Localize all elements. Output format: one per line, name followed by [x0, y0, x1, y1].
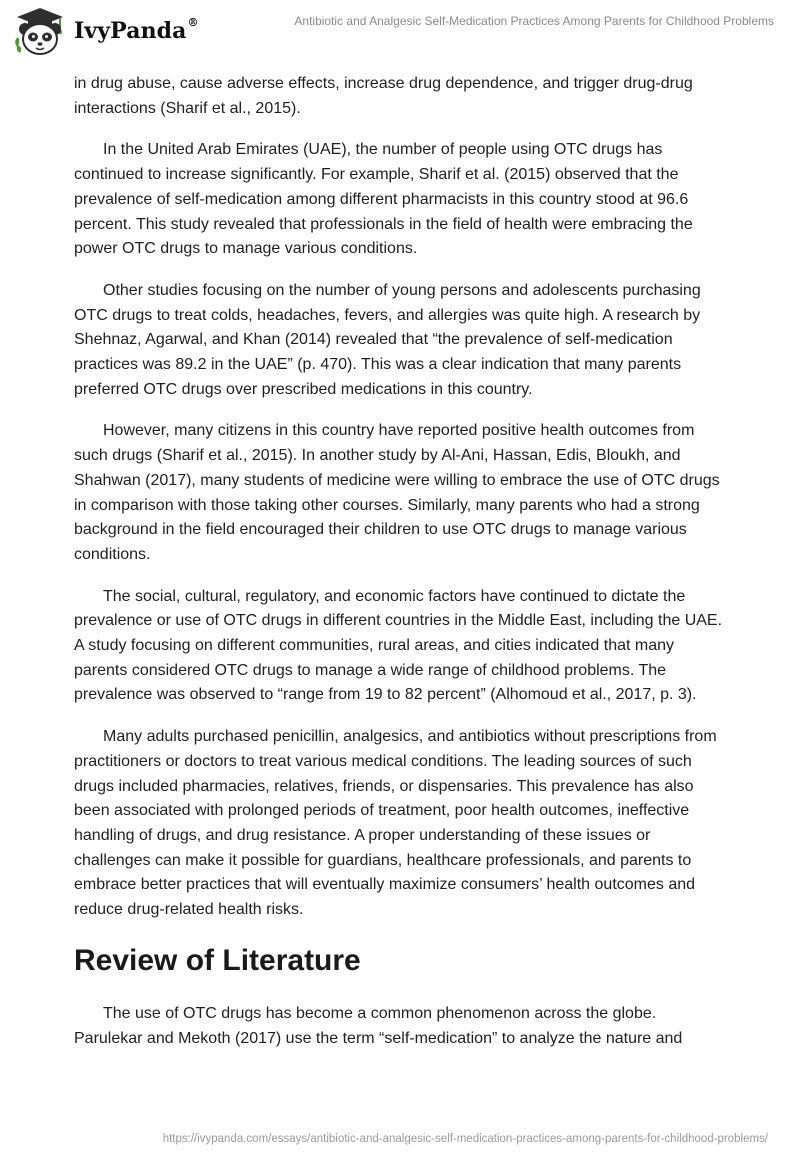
panda-graduate-icon: [12, 7, 68, 57]
source-url[interactable]: https://ivypanda.com/essays/antibiotic-and-analgesic-self-medication-practices-among-parents-for-childhood-problems/: [162, 1133, 768, 1145]
paragraph: The use of OTC drugs has become a common phenomenon across the globe. Parulekar and Mekoth (2017) use the term “self-medication” to analyze the nature and: [74, 1004, 683, 1047]
brand-logo[interactable]: [12, 7, 199, 57]
paragraph: In the United Arab Emirates (UAE), the number of people using OTC drugs has continued to increase significantly. For example, Sharif et al. (2015) observed that the prevalence of self-medication among different pharmacists in this country stood at 96.6 percent. This study revealed that professionals in the field of health were embracing the power OTC drugs to manage various conditions.: [74, 141, 693, 258]
page-header: [0, 0, 800, 62]
brand-name: IvyPanda®: [74, 15, 199, 44]
paragraph: in drug abuse, cause adverse effects, increase drug dependence, and trigger drug-drug interactions (Sharif et al., 2015).: [74, 75, 693, 117]
essay-content: [74, 72, 728, 1068]
document-title: Antibiotic and Analgesic Self-Medication Practices Among Parents for Childhood Problems: [294, 14, 774, 28]
paragraph: The social, cultural, regulatory, and economic factors have continued to dictate the prevalence or use of OTC drugs in different countries in the Middle East, including the UAE. A study focusing on different communities, rural areas, and cities indicated that many parents considered OTC drugs to manage a wide range of childhood problems. The prevalence was observed to “range from 19 to 82 percent” (Alhomoud et al., 2017, p. 3).: [74, 587, 723, 704]
paragraph: Other studies focusing on the number of young persons and adolescents purchasing OTC drugs to treat colds, headaches, fevers, and allergies was quite high. A research by Shehnaz, Agarwal, and Khan (2014) revealed that “the prevalence of self-medication practices was 89.2 in the UAE” (p. 470). This was a clear indication that many parents preferred OTC drugs over prescribed medications in this country.: [74, 281, 701, 398]
paragraph: However, many citizens in this country have reported positive health outcomes from such drugs (Sharif et al., 2015). In another study by Al-Ani, Hassan, Edis, Bloukh, and Shahwan (2017), many students of medicine were willing to embrace the use of OTC drugs in comparison with those taking other courses. Similarly, many parents who had a strong background in the field encouraged their children to use OTC drugs to manage various conditions.: [74, 422, 720, 563]
section-heading: Review of Literature: [74, 943, 361, 977]
paragraph: Many adults purchased penicillin, analgesics, and antibiotics without prescriptions from practitioners or doctors to treat various medical conditions. The leading sources of such drugs included pharmacies, relatives, friends, or dispensaries. This prevalence has also been associated with prolonged periods of treatment, poor health outcomes, ineffective handling of drugs, and drug resistance. A proper understanding of these issues or challenges can make it possible for guardians, healthcare professionals, and parents to embrace better practices that will eventually maximize consumers’ health outcomes and reduce drug-related health risks.: [74, 728, 717, 919]
